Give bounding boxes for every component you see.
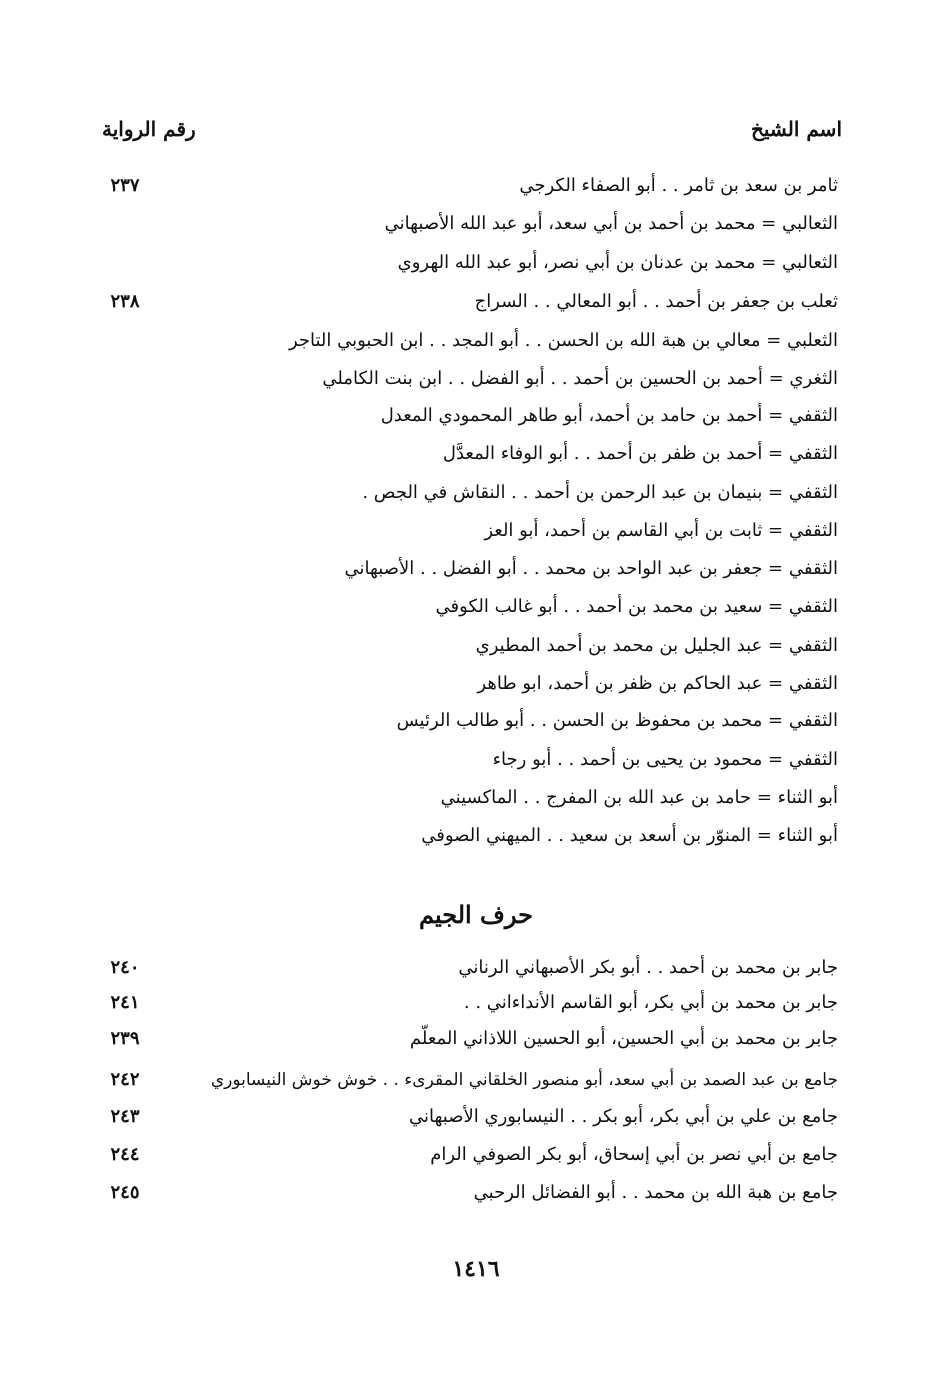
entry-number: ٢٣٩ — [110, 1028, 140, 1049]
column-header-sheikh-name: اسم الشيخ — [750, 117, 842, 141]
entry-name: الثقفي = محمود بن يحيى بن أحمد . . أبو رجاء — [492, 749, 838, 770]
entry-name: الثقفي = ثابت بن أبي القاسم بن أحمد، أبو العز — [484, 520, 838, 541]
entry-name: الثقفي = عبد الحاكم بن ظفر بن أحمد، ابو طاهر — [477, 673, 838, 694]
entry-name: الثقفي = بنيمان بن عبد الرحمن بن أحمد . . النقاش في الجص . — [362, 482, 838, 503]
entry-name: أبو الثناء = المنوّر بن أسعد بن سعيد . . الميهني الصوفي — [421, 825, 838, 846]
entry-name: الثعلبي = معالي بن هبة الله بن الحسن . . أبو المجد . . ابن الحبوبي التاجر — [288, 330, 838, 351]
entry-row — [90, 1021, 838, 1057]
entry-row — [90, 284, 838, 320]
entry-row — [90, 1175, 838, 1211]
entry-row — [90, 551, 838, 587]
entry-name: الثقفي = سعيد بن محمد بن أحمد . . أبو غالب الكوفي — [435, 596, 838, 617]
entry-row — [90, 245, 838, 281]
entry-row — [90, 323, 838, 359]
entry-row — [90, 985, 838, 1021]
entry-number: ٢٤٤ — [110, 1144, 140, 1165]
entry-row — [90, 513, 838, 549]
entry-number: ٢٤٢ — [110, 1069, 140, 1090]
entry-row — [90, 398, 838, 434]
entry-name: الثعالبي = محمد بن عدنان بن أبي نصر، أبو عبد الله الهروي — [397, 252, 838, 273]
entry-name: الثقفي = جعفر بن عبد الواحد بن محمد . . أبو الفضل . . الأصبهاني — [344, 558, 838, 579]
entry-name: جامع بن عبد الصمد بن أبي سعد، أبو منصور الخلقاني المقرىء . . خوش خوش النيسابوري — [210, 1070, 838, 1090]
entry-name: جابر بن محمد بن أبي الحسين، أبو الحسين اللاذاني المعلّم — [409, 1028, 838, 1049]
entry-row — [90, 742, 838, 778]
entry-name: جامع بن هبة الله بن محمد . . أبو الفضائل الرحبي — [473, 1182, 838, 1203]
entry-row — [90, 1099, 838, 1135]
entry-name: الثقفي = أحمد بن حامد بن أحمد، أبو طاهر المحمودي المعدل — [380, 405, 838, 426]
entry-name: أبو الثناء = حامد بن عبد الله بن المفرج . . الماكسيني — [440, 787, 838, 808]
entry-name: الثقفي = عبد الجليل بن محمد بن أحمد المطيري — [475, 635, 838, 656]
entry-row — [90, 1062, 838, 1098]
entry-number: ٢٤٣ — [110, 1106, 140, 1127]
entry-row — [90, 1137, 838, 1173]
entry-row — [90, 361, 838, 397]
entry-row — [90, 703, 838, 739]
entry-name: جابر بن محمد بن أبي بكر، أبو القاسم الأنداءاني . . — [463, 992, 838, 1013]
section-heading: حرف الجيم — [419, 900, 533, 929]
entry-row — [90, 780, 838, 816]
entry-row — [90, 168, 838, 204]
entry-name: الثقفي = محمد بن محفوظ بن الحسن . . أبو طالب الرئيس — [396, 710, 838, 731]
entry-name: الثقفي = أحمد بن ظفر بن أحمد . . أبو الوفاء المعدَّل — [442, 443, 838, 464]
entry-row — [90, 206, 838, 242]
entry-row — [90, 950, 838, 986]
page-number: ١٤١٦ — [452, 1256, 500, 1282]
entry-row — [90, 589, 838, 625]
entry-row — [90, 628, 838, 664]
entry-number: ٢٤٥ — [110, 1182, 140, 1203]
entry-number: ٢٣٨ — [110, 291, 140, 312]
entry-number: ٢٤٠ — [110, 957, 140, 978]
entry-number: ٢٣٧ — [110, 175, 140, 196]
entry-row — [90, 436, 838, 472]
entry-name: الثعالبي = محمد بن أحمد بن أبي سعد، أبو عبد الله الأصبهاني — [384, 213, 838, 234]
entry-name: جامع بن علي بن أبي بكر، أبو بكر . . النيسابوري الأصبهاني — [409, 1106, 838, 1127]
entry-name: ثعلب بن جعفر بن أحمد . . أبو المعالي . . السراج — [474, 291, 838, 312]
entry-row — [90, 666, 838, 702]
entry-number: ٢٤١ — [110, 992, 140, 1013]
entry-row — [90, 475, 838, 511]
entry-name: جامع بن أبي نصر بن أبي إسحاق، أبو بكر الصوفي الرام — [430, 1144, 838, 1165]
entry-row — [90, 818, 838, 854]
entry-name: الثغري = أحمد بن الحسين بن أحمد . . أبو الفضل . . ابن بنت الكاملي — [322, 368, 838, 389]
entry-name: ثامر بن سعد بن ثامر . . أبو الصفاء الكرجي — [519, 175, 838, 196]
entry-name: جابر بن محمد بن أحمد . . أبو بكر الأصبهاني الرناني — [458, 957, 838, 978]
column-header-narration-number: رقم الرواية — [102, 117, 196, 141]
